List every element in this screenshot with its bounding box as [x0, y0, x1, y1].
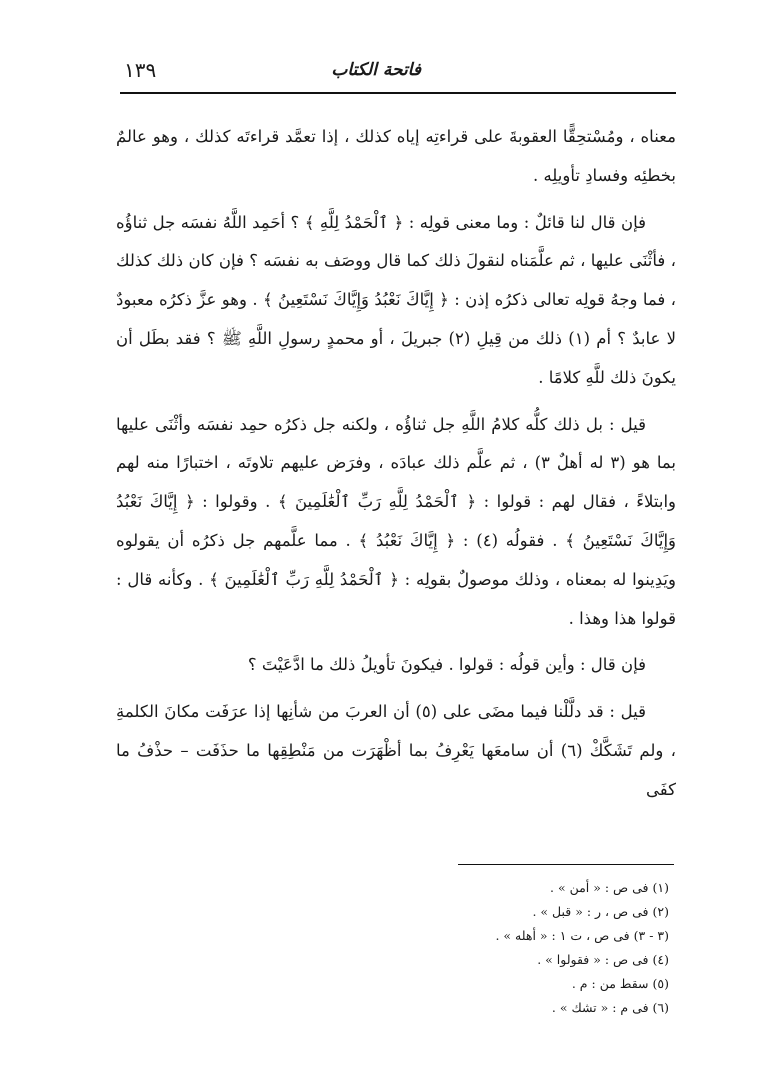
text-line: أن يقولوه ويَدِينوا له بمعناه ، وذلك موصولٌ بقولِه : ﴿ ٱلْحَمْدُ لِلَّهِ رَبِّ: [116, 530, 676, 589]
paragraph-gap: [116, 398, 676, 406]
footnote-5: (٥) سقط من : م .: [571, 976, 669, 991]
paragraph-gap: [116, 196, 676, 204]
main-text: [116, 118, 676, 810]
text-line: ثناؤُه ، فأثْنَى عليها ، ثم علَّمَناه لنقولَ ذلك كما قال ووصَف به نفسَه ؟ فإن كان: [116, 212, 676, 271]
text-line: نَعْبُدُ وَإِيَّاكَ نَسْتَعِينُ ﴾ . فقولُه (٤) : ﴿ إِيَّاكَ نَعْبُدُ ﴾ . مما علَّمهم جل ذكرُه: [116, 492, 676, 550]
text-line: معناه ، ومُسْتحِقًّا العقوبةَ على قراءتِه إياه كذلك ، إذا تعمَّد قراءتَه كذلك ، وهو عالمٌ: [116, 127, 676, 146]
paragraph-2: [116, 204, 676, 398]
paragraph-5: [116, 693, 676, 809]
footnote-divider: [458, 864, 674, 865]
paragraph-1: [116, 118, 676, 196]
footnote-2: (٢) فى ص ، ر : « قبل » .: [532, 904, 669, 919]
footnotes: [339, 876, 669, 1020]
header-divider: [120, 92, 676, 94]
text-line: رسولِ اللَّهِ ﷺ ؟ فقد بطَل أن يكونَ ذلك للَّهِ كلامًا .: [116, 328, 676, 387]
running-header: [120, 56, 676, 88]
text-line: وابتلاءً ، فقال لهم : قولوا : ﴿ ٱلْحَمْدُ لِلَّهِ رَبِّ ٱلْعَٰلَمِينَ ﴾ . وقولوا : ﴿ إِيَّاكَ: [149, 492, 677, 512]
text-line: ذلك كذلك ، فما وجهُ قولِه تعالى ذكرُه إذن : ﴿ إِيَّاكَ نَعْبُدُ وَإِيَّاكَ: [116, 251, 676, 310]
paragraph-gap: [116, 638, 676, 646]
footnote-1: (١) فى ص : « أمن » .: [550, 880, 669, 895]
text-line: قيل : قد دلَّلْنا فيما مضَى على (٥) أن العربَ من شأنِها إذا عرَفَت مكانَ الكلمةِ ،: [116, 702, 676, 760]
footnote-6: (٦) فى م : « تشك » .: [551, 1000, 669, 1015]
text-line: نَسْتَعِينُ ﴾ . وهو عزَّ ذكرُه معبودٌ لا عابدٌ ؟ أم (١) ذلك من قِيلِ (٢) جبريلَ ، أو محمدٍ: [116, 290, 677, 348]
header-title: فاتحة الكتاب: [331, 60, 421, 80]
paragraph-3: [116, 406, 676, 639]
paragraph-gap: [116, 685, 676, 693]
text-line: قيل : بل ذلك كلُّه كلامُ اللَّهِ جل ثناؤُه ، ولكنه جل ذكرُه حمِد نفسَه وأثْنَى: [155, 414, 646, 434]
text-line: ٱلْعَٰلَمِينَ ﴾ . وكأنه قال : قولوا هذا وهذا .: [116, 569, 676, 628]
text-line: ولم تَشَكَّكْ (٦) أن سامعَها يَعْرِفُ بما أظْهَرَت من مَنْطِقِها ما حذَفَت – حذْفُ ما كفَى: [116, 740, 676, 799]
footnote-4: (٤) فى ص : « فقولوا » .: [537, 952, 669, 967]
text-line: فإن قال لنا قائلٌ : وما معنى قولِه : ﴿ ٱلْحَمْدُ لِلَّهِ ﴾ ؟ أحَمِد اللَّهُ نفسَه جل: [152, 212, 647, 232]
text-line: فإن قال : وأين قولُه : قولوا . فيكونَ تأويلُ ذلك ما ادَّعَيْتَ ؟: [247, 655, 646, 675]
paragraph-4: [116, 646, 676, 685]
text-line: بخطئِه وفسادِ تأويلِه .: [532, 165, 676, 185]
text-line: عليها بما هو (٣ له أهلٌ ٣) ، ثم علَّم ذلك عبادَه ، وفرَض عليهم تلاوتَه ، اختبارًا منه لهم: [116, 414, 677, 473]
footnote-3: (٣ - ٣) فى ص ، ت ١ : « أهله » .: [495, 928, 669, 943]
page-number: ١٣٩: [124, 58, 157, 82]
